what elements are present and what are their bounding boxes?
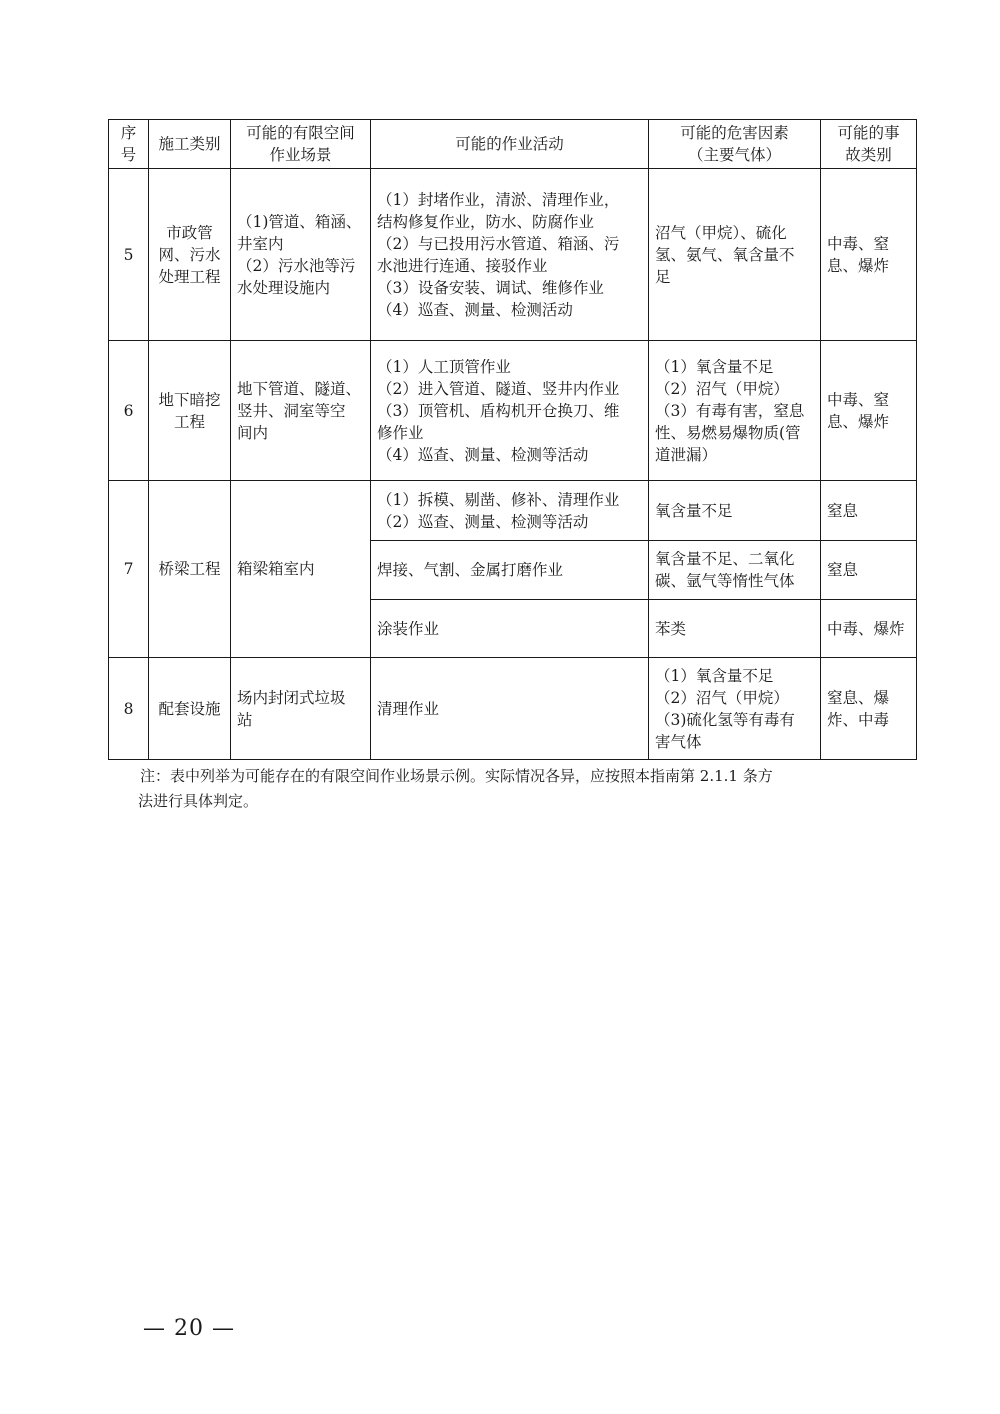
row-category: 地下暗挖 工程 (149, 341, 231, 481)
table-row (109, 481, 917, 541)
row-category: 市政管 网、污水 处理工程 (149, 169, 231, 341)
table-header-row (109, 120, 917, 169)
header-accident: 可能的事 故类别 (821, 120, 917, 169)
header-no: 序 号 (109, 120, 149, 169)
row-category: 桥梁工程 (149, 481, 231, 658)
row-category: 配套设施 (149, 658, 231, 760)
row-hazard: 苯类 (649, 600, 821, 658)
row-scene: （1)管道、箱涵、 井室内 （2）污水池等污 水处理设施内 (231, 169, 371, 341)
row-accident: 窒息 (821, 481, 917, 541)
row-activity: （1）拆模、剔凿、修补、清理作业 （2）巡查、测量、检测等活动 (371, 481, 649, 541)
note-line-2: 法进行具体判定。 (138, 792, 259, 810)
header-activity: 可能的作业活动 (371, 120, 649, 169)
table-note (140, 764, 900, 814)
page-number: — 20 — (143, 1316, 235, 1341)
row-scene: 场内封闭式垃圾 站 (231, 658, 371, 760)
row-hazard: 氧含量不足、二氧化 碳、氩气等惰性气体 (649, 541, 821, 600)
row-activity: 涂装作业 (371, 600, 649, 658)
header-scene: 可能的有限空间 作业场景 (231, 120, 371, 169)
hazard-table (108, 119, 917, 760)
row-accident: 中毒、爆炸 (821, 600, 917, 658)
row-hazard: 氧含量不足 (649, 481, 821, 541)
row-activity: 清理作业 (371, 658, 649, 760)
header-hazard: 可能的危害因素 （主要气体） (649, 120, 821, 169)
row-hazard: （1）氧含量不足 （2）沼气（甲烷） （3)硫化氢等有毒有 害气体 (649, 658, 821, 760)
table-row (109, 341, 917, 481)
row-scene: 地下管道、隧道、 竖井、洞室等空 间内 (231, 341, 371, 481)
row-no: 6 (109, 341, 149, 481)
row-accident: 中毒、窒 息、爆炸 (821, 169, 917, 341)
row-scene: 箱梁箱室内 (231, 481, 371, 658)
row-activity: （1）人工顶管作业 （2）进入管道、隧道、竖井内作业 （3）顶管机、盾构机开仓换刀、维 修作业 （4）巡查、测量、检测等活动 (371, 341, 649, 481)
table-row (109, 169, 917, 341)
row-no: 7 (109, 481, 149, 658)
row-accident: 窒息、爆 炸、中毒 (821, 658, 917, 760)
row-hazard: 沼气（甲烷）、硫化 氢、氨气、氧含量不 足 (649, 169, 821, 341)
note-line-1: 注：表中列举为可能存在的有限空间作业场景示例。实际情况各异，应按照本指南第 2.1.1 条方 (140, 767, 773, 785)
row-accident: 窒息 (821, 541, 917, 600)
row-no: 5 (109, 169, 149, 341)
row-activity: 焊接、气割、金属打磨作业 (371, 541, 649, 600)
table-row (109, 658, 917, 760)
row-hazard: （1）氧含量不足 （2）沼气（甲烷） （3）有毒有害，窒息 性、易燃易爆物质(管 道泄漏） (649, 341, 821, 481)
header-category: 施工类别 (149, 120, 231, 169)
row-accident: 中毒、窒 息、爆炸 (821, 341, 917, 481)
row-activity: （1）封堵作业，清淤、清理作业， 结构修复作业，防水、防腐作业 （2）与已投用污水管道、箱涵、污 水池进行连通、接驳作业 （3）设备安装、调试、维修作业 （4）巡查、测量、检测活动 (371, 169, 649, 341)
row-no: 8 (109, 658, 149, 760)
